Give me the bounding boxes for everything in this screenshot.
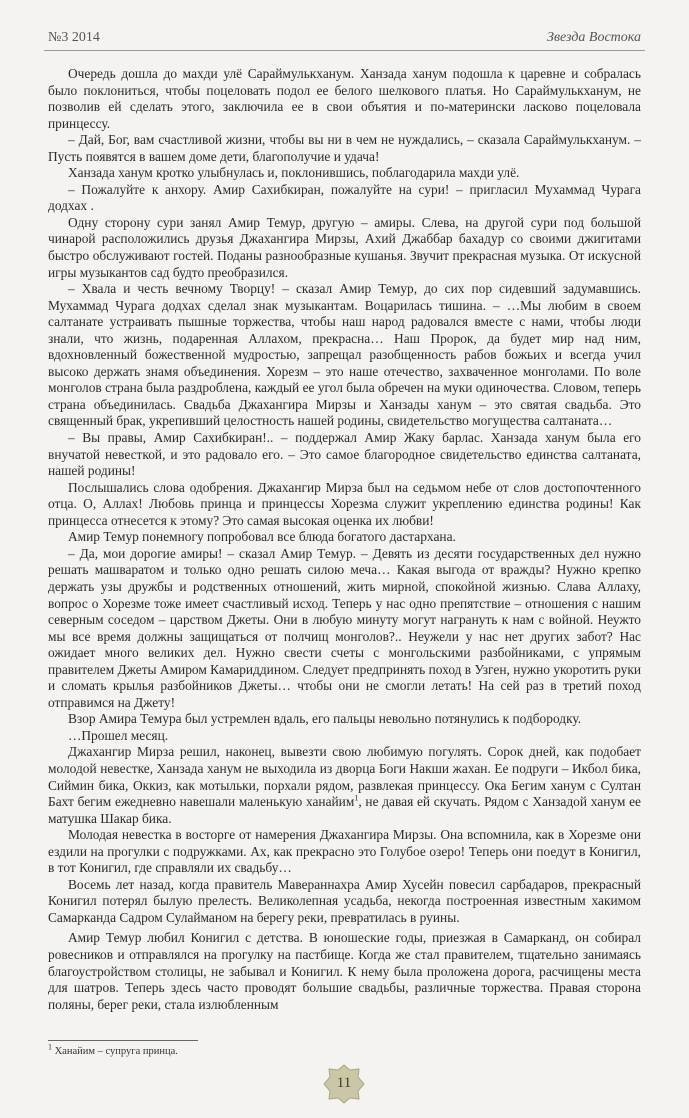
journal-title: Звезда Востока	[547, 30, 641, 45]
paragraph-text-tail: , не давая ей скучать. Рядом с Ханзадой ханум ее матушка Шакар бика.	[48, 794, 641, 826]
paragraph-text: Джахангир Мирза решил, наконец, вывезти свою любимую погулять. Сорок дней, как подобает молодой невестке, Ханзада ханум не выходила из дворца Боги Накши жахан. Ее подруги – Икбол бика, Сиймин бика, Оккиз, как мотыльки, порхали рядом, развлекая принцессу. Ока Бегим ханум с Султан Бахт бегим ежедневно навешали маленькую ханайим	[48, 744, 641, 810]
paragraph: – Дай, Бог, вам счастливой жизни, чтобы вы ни в чем не нуждались, – сказала Сараймулькханум. – Пусть появятся в вашем доме дети, благополучие и удача!	[48, 132, 641, 164]
paragraph: Восемь лет назад, когда правитель Мавераннахра Амир Хусейн повесил сарбадаров, прекрасный Конигил потерял былую прелесть. Великолепная усадьба, некогда построенная известным хакимом Самарканда Садром Сулайманом на берегу реки, превратилась в руины.	[48, 876, 641, 925]
page-header	[0, 0, 689, 52]
header-divider	[44, 50, 645, 51]
paragraph: …Прошел месяц.	[68, 727, 169, 743]
paragraph: – Вы правы, Амир Сахибкиран!.. – поддержал Амир Жаку барлас. Ханзада ханум была его внучатой невесткой, и это радовало его. – Это самое благородное свидетельство единства салтаната, нашей родины!	[48, 430, 641, 479]
paragraph	[48, 744, 641, 827]
footnote-ref: 1	[354, 793, 359, 803]
footnote-divider	[48, 1040, 198, 1041]
paragraph: Очередь дошла до махди улё Сараймулькханум. Ханзада ханум подошла к царевне и собралась было поклониться, чтобы поцеловать подол ее белого шелкового платья. Но Сараймулькханум, не позволив ей сделать этого, заключила ее в свои объятия и по-матерински ласково поцеловала принцессу.	[48, 66, 641, 131]
issue-number: №3 2014	[48, 30, 100, 45]
paragraph: – Да, мои дорогие амиры! – сказал Амир Темур. – Девять из десяти государственных дел нужно решать машваратом и только одно решать силою меча… Какая выгода от вражды? Нужно крепко держать узы дружбы и родственных отношений, жить мирной, спокойной жизнью. Слава Аллаху, вопрос о Хорезме тоже имеет счастливый исход. Теперь у нас одно препятствие – отношения с нашим северным соседом – царством Джеты. Они в любую минуту могут награнуть к нам с войной. Неужто мы все время должны защищаться от полчищ монголов?.. Неужели у нас нет других забот? Нас ожидает много великих дел. Нужно свести счеты с монгольскими разбойниками, с упрямым правителем Джеты Амиром Камариддином. Следует предпринять поход в Узген, нужно укоротить руки и сломать крылья разбойников Джеты… чтобы они не смогли летать! На сей раз в третий поход отправимся на Джету!	[48, 545, 641, 710]
paragraph: Взор Амира Темура был устремлен вдаль, его пальцы невольно потянулись к подбородку.	[68, 711, 582, 727]
paragraph: Молодая невестка в восторге от намерения Джахангира Мирзы. Она вспомнила, как в Хорезме они ездили на прогулки с подружками. Ах, как прекрасно это Голубое озеро! Теперь они поедут в Конигил, в тот Конигил, где справляли их свадьбу…	[48, 827, 641, 876]
page-number-badge	[322, 1064, 366, 1104]
paragraph: Ханзада ханум кротко улыбнулась и, поклонившись, поблагодарила махди улё.	[68, 165, 520, 181]
paragraph: – Хвала и честь вечному Творцу! – сказал Амир Темур, до сих пор сидевший задумавшись. Мухаммад Чурага додхах сделал знак музыкантам. Воцарилась тишина. – …Мы любим в своем салтанате устраивать пышные торжества, чтобы наш народ радовался вместе с нами, чтобы люди знали, что жизнь, подаренная Аллахом, прекрасна… Наш Пророк, да будет мир над ним, вдохновленный божественной мудростью, запрещал разобщенность рабов божьих и всегда учил высоко держать знамя объединения. Хорезм – это наше отечество, захваченное монголами. По воле монголов страна была раздроблена, каждый ее угол была обречен на муки одиночества. Словом, теперь страна объединилась. Свадьба Джахангира Мирзы и Ханзады ханум – это святая свадьба. Это священный брак, укрепивший целостность нашей родины, свидетельство могущества салтаната…	[48, 281, 641, 429]
footnote-text: Ханайим – супруга принца.	[52, 1046, 178, 1057]
footnote-marker: 1	[48, 1042, 52, 1052]
page-number: 11	[336, 1075, 352, 1091]
paragraph: Амир Темур любил Конигил с детства. В юношеские годы, приезжая в Самарканд, он собирал ровесников и отправлялся на прогулку на пастбище. Когда же стал правителем, тщательно занимаясь благоустройством столицы, не забывал и Конигил. К нему была проложена дорога, расчищены места для шатров. Теперь здесь часто проводят большие свадьбы, различные торжества. Правая сторона поляны, берег реки, стала излюбленным	[48, 930, 641, 1012]
footnote	[48, 1042, 178, 1057]
article-body	[48, 66, 641, 1013]
paragraph: Одну сторону сури занял Амир Темур, другую – амиры. Слева, на другой сури под большой чинарой расположились друзья Джахангира Мирзы, Ахий Джаббар бахадур со своими джигитами быстро обслуживают гостей. Поданы разнообразные кушанья. Звучит прекрасная музыка. От искусной игры музыкантов сад будто преобразился.	[48, 214, 641, 280]
paragraph: Послышались слова одобрения. Джахангир Мирза был на седьмом небе от слов достопочтенного отца. О, Аллах! Любовь принца и принцессы Хорезма служит укреплению единства родины! Как принцесса отнесется к этому? Это самая высокая оценка их любви!	[48, 479, 641, 528]
paragraph: Амир Темур понемногу попробовал все блюда богатого дастархана.	[68, 529, 456, 545]
paragraph: – Пожалуйте к анхору. Амир Сахибкиран, пожалуйте на сури! – пригласил Мухаммад Чурага додхах .	[48, 181, 641, 214]
